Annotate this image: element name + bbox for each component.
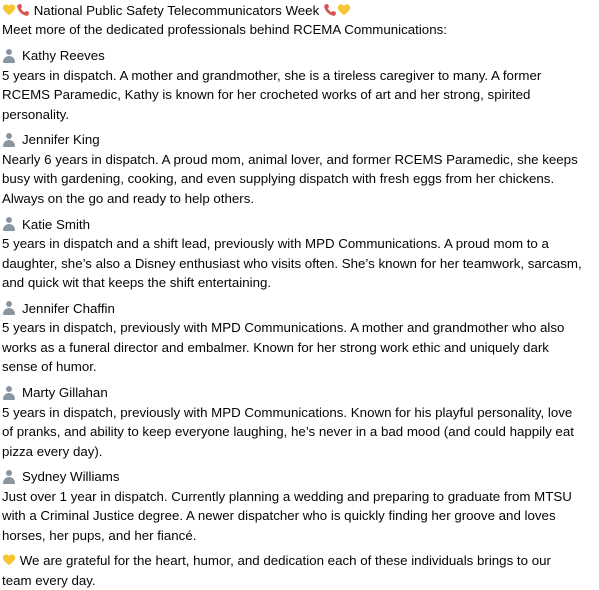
profile-name: Kathy Reeves xyxy=(22,48,105,64)
post-intro: Meet more of the dedicated professionals behind RCEMA Communications: xyxy=(2,22,447,38)
profile-block xyxy=(2,467,592,545)
profile-name-line xyxy=(2,467,592,487)
closing-text: We are grateful for the heart, humor, and dedication each of these individuals brings to our xyxy=(19,553,551,569)
profile-name-line xyxy=(2,214,592,234)
profile-name-line xyxy=(2,46,592,66)
profile-name-line xyxy=(2,383,592,403)
profile-name-line xyxy=(2,130,592,150)
profile-block xyxy=(2,298,592,376)
yellow-heart-icon xyxy=(2,3,16,17)
post-title: National Public Safety Telecommunicators Week xyxy=(33,3,320,18)
profile-name: Marty Gillahan xyxy=(22,384,108,400)
profile-name: Sydney Williams xyxy=(22,469,120,485)
bust-in-silhouette-icon xyxy=(2,217,16,231)
profile-name: Jennifer King xyxy=(22,132,100,148)
profile-bio-line: Always on the go and ready to help others. xyxy=(2,190,255,206)
profile-bio-line: of pranks, and ability to keep everyone laughing, he’s never in a bad mood (and could happily eat xyxy=(2,424,574,440)
profile-name: Jennifer Chaffin xyxy=(22,300,115,316)
profile-bio-line: pizza every day). xyxy=(2,443,103,459)
profile-bio-line: 5 years in dispatch. A mother and grandmother, she is a tireless caregiver to many. A former xyxy=(2,67,542,83)
closing-line: team every day. xyxy=(2,572,96,588)
profile-bio-line: RCEMS Paramedic, Kathy is known for her crocheted works of art and her strong, spirited xyxy=(2,87,531,103)
profile-bio-line: horses, her pups, and her fiancé. xyxy=(2,527,197,543)
profile-block xyxy=(2,130,592,208)
profile-bio-line: and quick wit that keeps the shift entertaining. xyxy=(2,275,272,291)
bust-in-silhouette-icon xyxy=(2,301,16,315)
bust-in-silhouette-icon xyxy=(2,470,16,484)
profile-block xyxy=(2,214,592,292)
yellow-heart-icon xyxy=(2,553,16,567)
profile-bio-line: daughter, she’s also a Disney enthusiast who visits often. She’s known for her teamwork, sarcasm, xyxy=(2,255,582,271)
closing-block xyxy=(2,551,592,590)
profile-block xyxy=(2,46,592,124)
profile-bio-line: Nearly 6 years in dispatch. A proud mom, animal lover, and former RCEMS Paramedic, she keeps xyxy=(2,152,578,168)
bust-in-silhouette-icon xyxy=(2,386,16,400)
telephone-receiver-icon xyxy=(323,3,337,17)
profile-name-line xyxy=(2,298,592,318)
profile-bio-line: 5 years in dispatch and a shift lead, previously with MPD Communications. A proud mom to a xyxy=(2,236,549,252)
yellow-heart-icon xyxy=(337,3,351,17)
profile-block xyxy=(2,383,592,461)
profile-bio-line: 5 years in dispatch, previously with MPD Communications. Known for his playful personality, love xyxy=(2,404,573,420)
closing-line xyxy=(2,551,592,570)
profile-bio-line: busy with gardening, cooking, and even supplying dispatch with fresh eggs from her chickens. xyxy=(2,171,555,187)
profile-bio-line: with a Criminal Justice degree. A newer dispatcher who is quickly finding her groove and loves xyxy=(2,508,556,524)
telephone-receiver-icon xyxy=(16,3,30,17)
profile-bio-line: personality. xyxy=(2,106,70,122)
bust-in-silhouette-icon xyxy=(2,133,16,147)
profile-bio-line: works as a funeral director and embalmer. Known for her strong work ethic and uniquely dark xyxy=(2,339,549,355)
post-body xyxy=(2,1,592,590)
profile-bio-line: Just over 1 year in dispatch. Currently planning a wedding and preparing to graduate from MTSU xyxy=(2,488,572,504)
profile-bio-line: 5 years in dispatch, previously with MPD Communications. A mother and grandmother who also xyxy=(2,320,565,336)
bust-in-silhouette-icon xyxy=(2,49,16,63)
post-title-line xyxy=(2,1,592,20)
profile-name: Katie Smith xyxy=(22,216,90,232)
profile-bio-line: sense of humor. xyxy=(2,359,97,375)
